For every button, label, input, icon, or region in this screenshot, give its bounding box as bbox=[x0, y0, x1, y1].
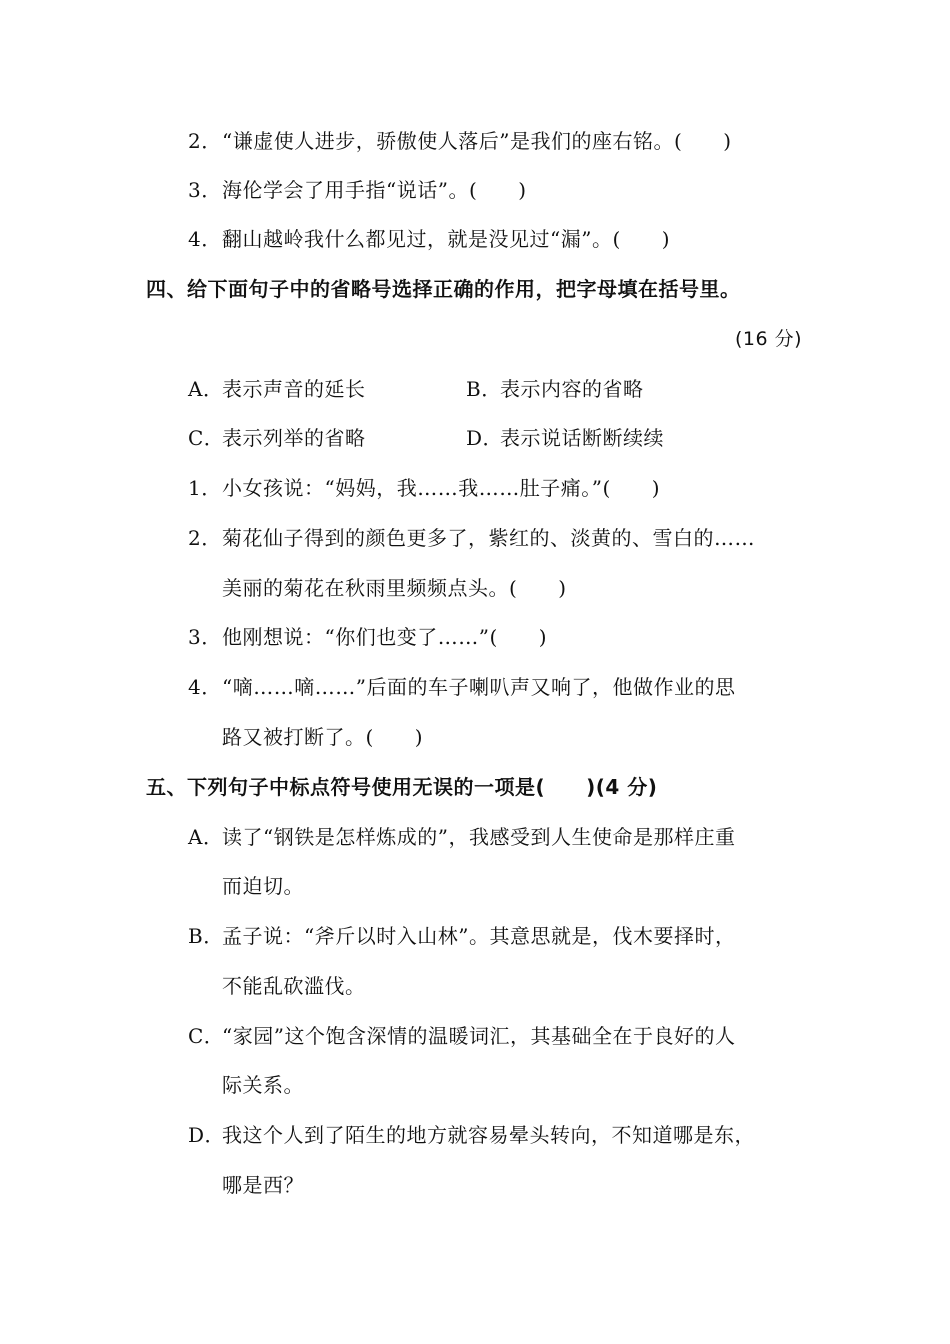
s5-option-d-cont: 哪是西？ bbox=[222, 1173, 304, 1197]
option-letter: D． bbox=[188, 1123, 226, 1147]
option-letter: D． bbox=[466, 426, 504, 450]
s4-item-4 bbox=[188, 675, 735, 699]
option-text: 孟子说：“斧斤以时入山林”。其意思就是，伐木要择时， bbox=[222, 924, 736, 948]
item-number: 4． bbox=[188, 675, 222, 699]
option-letter: C． bbox=[188, 426, 225, 450]
item-number: 1． bbox=[188, 476, 222, 500]
s4-option-a bbox=[188, 377, 366, 401]
s4-option-d bbox=[466, 426, 664, 450]
s4-item-3 bbox=[188, 625, 547, 649]
option-text: 我这个人到了陌生的地方就容易晕头转向，不知道哪是东， bbox=[222, 1123, 755, 1147]
s3-item-3 bbox=[188, 178, 527, 202]
section4-score: (16 分) bbox=[734, 328, 802, 350]
option-letter: B． bbox=[188, 924, 224, 948]
option-letter: C． bbox=[188, 1024, 225, 1048]
s5-option-c bbox=[188, 1024, 735, 1048]
s4-item-4-cont: 路又被打断了。( ) bbox=[222, 725, 424, 749]
item-number: 2． bbox=[188, 129, 222, 153]
option-text: “家园”这个饱含深情的温暖词汇，其基础全在于良好的人 bbox=[222, 1024, 736, 1048]
item-text: 翻山越岭我什么都见过，就是没见过“漏”。( ) bbox=[222, 227, 671, 251]
item-text: 菊花仙子得到的颜色更多了，紫红的、淡黄的、雪白的…… bbox=[222, 526, 755, 550]
s5-option-c-cont: 际关系。 bbox=[222, 1073, 304, 1097]
item-number: 4． bbox=[188, 227, 222, 251]
s5-option-b-cont: 不能乱砍滥伐。 bbox=[222, 974, 366, 998]
item-number: 2． bbox=[188, 526, 222, 550]
item-number: 3． bbox=[188, 625, 222, 649]
s5-option-a-cont: 而迫切。 bbox=[222, 874, 304, 898]
item-number: 3． bbox=[188, 178, 222, 202]
s5-option-a bbox=[188, 825, 735, 849]
option-text: 表示列举的省略 bbox=[222, 426, 366, 450]
s4-item-1 bbox=[188, 476, 660, 500]
option-text: 读了“钢铁是怎样炼成的”，我感受到人生使命是那样庄重 bbox=[222, 825, 736, 849]
section4-title: 四、给下面句子中的省略号选择正确的作用，把字母填在括号里。 bbox=[146, 277, 741, 301]
s5-option-b bbox=[188, 924, 735, 948]
s3-item-4 bbox=[188, 227, 670, 251]
item-text: 小女孩说：“妈妈，我……我……肚子痛。”( ) bbox=[222, 476, 661, 500]
option-letter: A． bbox=[188, 377, 224, 401]
s4-option-b bbox=[466, 377, 644, 401]
option-text: 表示内容的省略 bbox=[500, 377, 644, 401]
s3-item-2 bbox=[188, 129, 732, 153]
s4-item-2 bbox=[188, 526, 755, 550]
s4-item-2-cont: 美丽的菊花在秋雨里频频点头。( ) bbox=[222, 576, 567, 600]
item-text: 海伦学会了用手指“说话”。( ) bbox=[222, 178, 527, 202]
item-text: 他刚想说：“你们也变了……”( ) bbox=[222, 625, 548, 649]
s4-option-c bbox=[188, 426, 366, 450]
option-text: 表示说话断断续续 bbox=[500, 426, 664, 450]
option-text: 表示声音的延长 bbox=[222, 377, 366, 401]
section5-title: 五、下列句子中标点符号使用无误的一项是( )(4 分) bbox=[146, 775, 658, 799]
item-text: “嘀……嘀……”后面的车子喇叭声又响了，他做作业的思 bbox=[222, 675, 736, 699]
option-letter: A． bbox=[188, 825, 224, 849]
s5-option-d bbox=[188, 1123, 755, 1147]
item-text: “谦虚使人进步，骄傲使人落后”是我们的座右铭。( ) bbox=[222, 129, 732, 153]
option-letter: B． bbox=[466, 377, 502, 401]
